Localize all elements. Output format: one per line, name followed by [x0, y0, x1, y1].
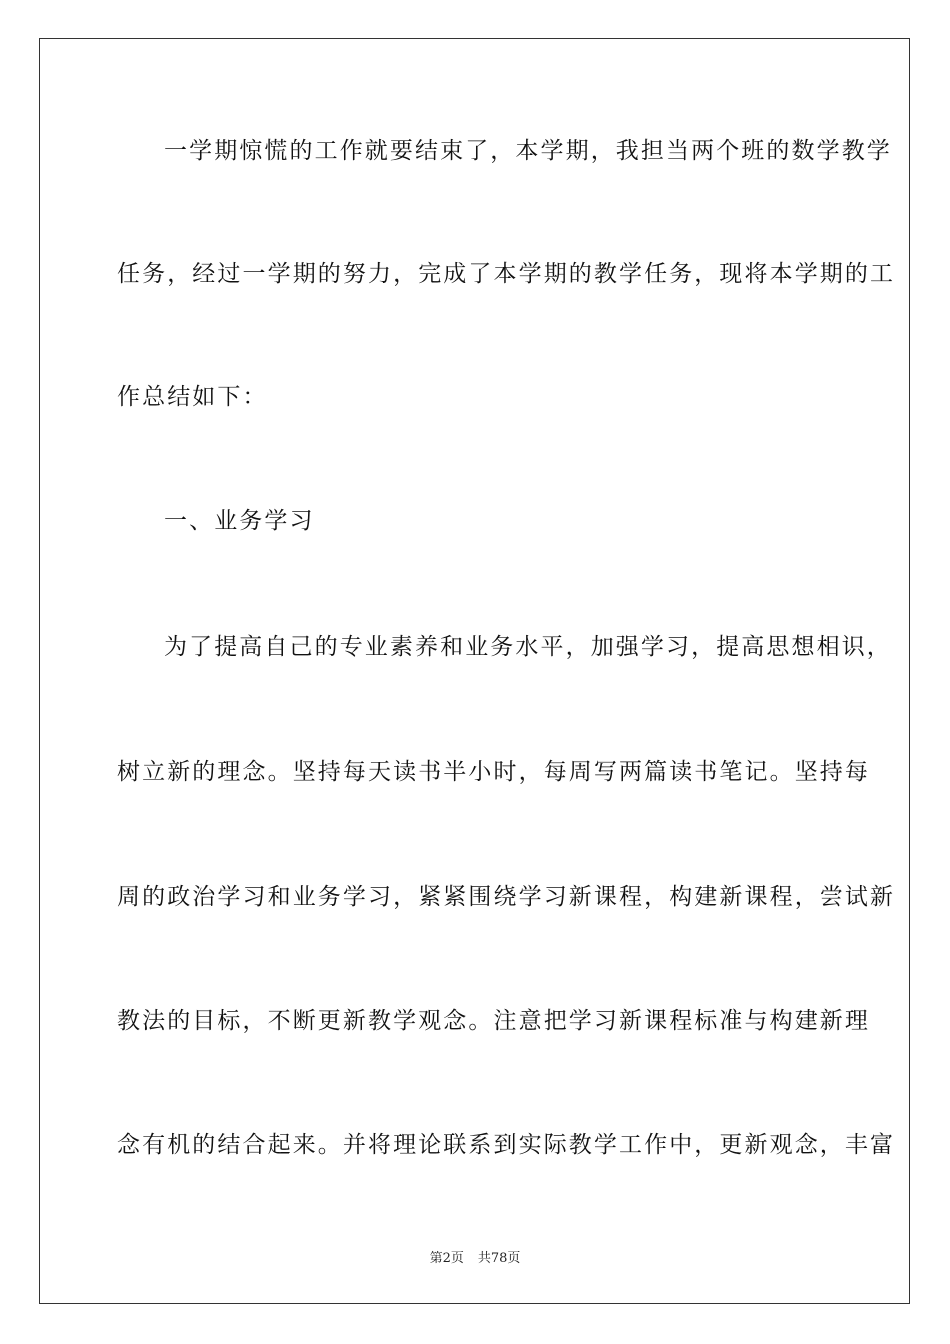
page-total: 共78页 [477, 1251, 521, 1266]
paragraph-line-2: 任务，经过一学期的努力，完成了本学期的教学任务，现将本学期的工 [117, 261, 896, 287]
paragraph-line-1: 一学期惊慌的工作就要结束了，本学期，我担当两个班的数学教学 [164, 138, 892, 164]
paragraph-line-5: 为了提高自己的专业素养和业务水平，加强学习，提高思想相识， [164, 634, 892, 660]
section-heading: 一、业务学习 [164, 508, 315, 534]
paragraph-line-3: 作总结如下： [117, 384, 268, 410]
page-border [39, 38, 910, 1304]
paragraph-line-9: 念有机的结合起来。并将理论联系到实际教学工作中，更新观念，丰富 [117, 1132, 896, 1158]
page-number: 第2页 [429, 1251, 464, 1266]
page-footer [0, 1247, 950, 1266]
paragraph-line-7: 周的政治学习和业务学习，紧紧围绕学习新课程，构建新课程，尝试新 [117, 884, 896, 910]
paragraph-line-8: 教法的目标，不断更新教学观念。注意把学习新课程标准与构建新理 [117, 1008, 870, 1034]
paragraph-line-6: 树立新的理念。坚持每天读书半小时，每周写两篇读书笔记。坚持每 [117, 759, 870, 785]
